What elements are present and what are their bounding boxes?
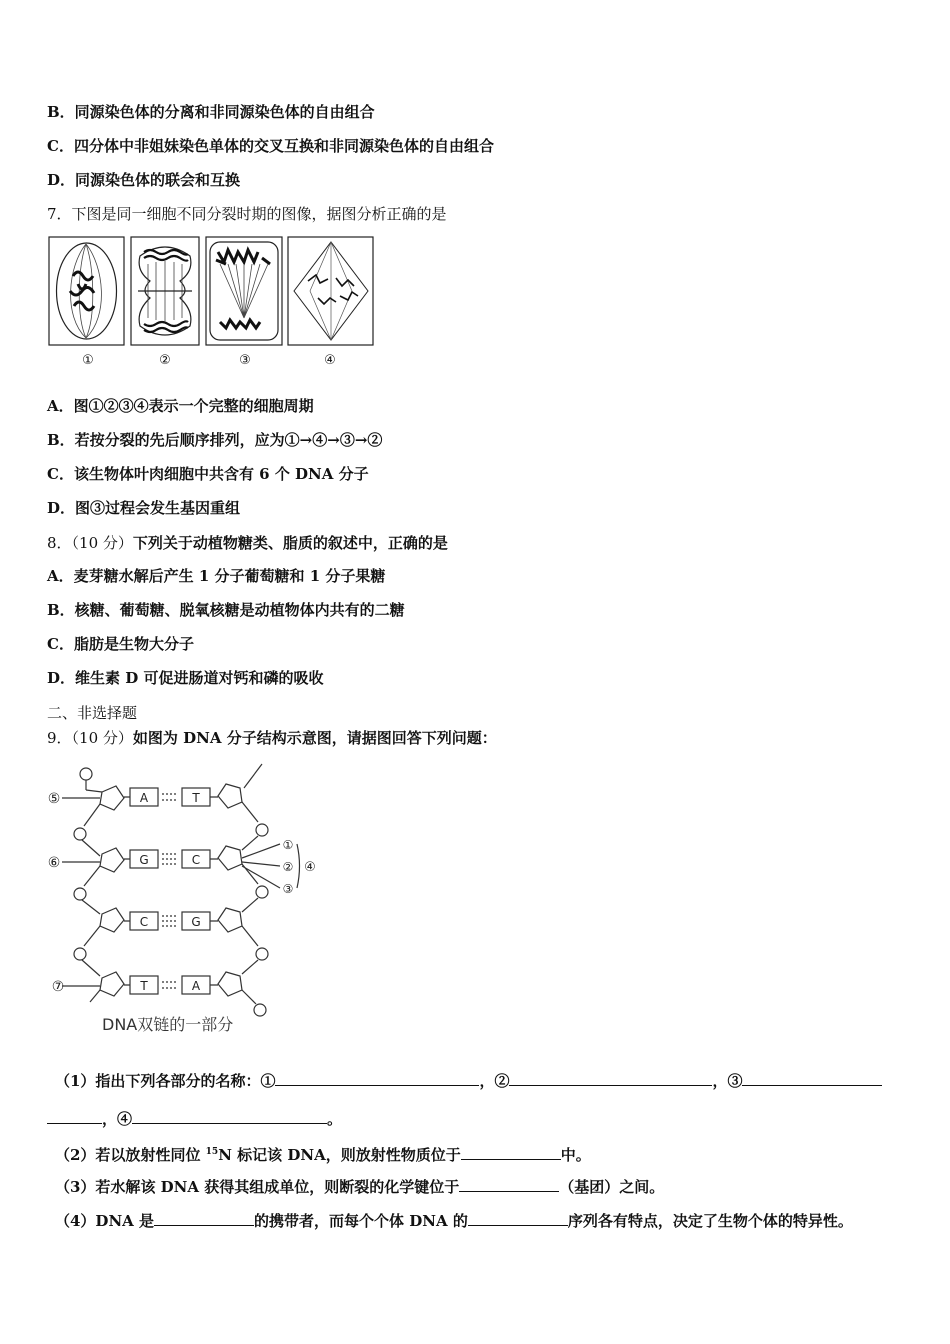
q8-stem: 下列关于动植物糖类、脂质的叙述中，正确的是 [132,534,448,552]
answer-blank-6[interactable] [459,1176,559,1192]
dna-marker-5: ⑤ [47,791,61,807]
base-pair-1-left: A [139,791,149,805]
answer-blank-7[interactable] [154,1210,254,1226]
q8-option-b: B．核糖、葡萄糖、脱氧核糖是动植物体内共有的二糖 [47,601,405,619]
q9-sub2 [55,1142,591,1165]
q8-option-d: D．维生素 D 可促进肠道对钙和磷的吸收 [47,669,324,687]
q9-stem: 如图为 DNA 分子结构示意图，请据图回答下列问题： [132,729,497,747]
q8-number: 8． [47,534,72,552]
answer-blank-4[interactable] [132,1108,327,1124]
q9-sub1-end: 。 [327,1110,343,1128]
cell-panel-3 [206,237,282,345]
dna-marker-7: ⑦ [51,979,65,995]
q9-sub3-prompt: （3）若水解该 DNA 获得其组成单位，则断裂的化学键位于 [55,1178,460,1196]
cell-panel-2 [131,237,199,345]
answer-blank-3[interactable] [742,1070,882,1086]
q9-sub4-mid: 的携带者，而每个个体 DNA 的 [254,1212,468,1230]
figure-label-3: ③ [239,353,251,368]
q9-sub1-line1 [55,1070,882,1091]
base-pair-4-left: T [140,979,148,993]
base-pair-3-left: C [139,915,149,929]
q7-option-d: D．图③过程会发生基因重组 [47,499,241,517]
q9-number: 9． [47,729,72,747]
q9-points: （10 分） [71,729,133,747]
q8-stem-line [47,533,448,553]
base-pair-3-right: G [191,915,201,929]
q9-sub2-prompt: （2）若以放射性同位 [55,1146,206,1164]
figure-label-4: ④ [324,353,336,368]
q8-option-a: A．麦芽糖水解后产生 1 分子葡萄糖和 1 分子果糖 [47,567,386,585]
q9-sub1-line2 [47,1108,342,1129]
base-pair-2-right: C [191,853,201,867]
q8-option-c: C．脂肪是生物大分子 [47,635,194,653]
dna-marker-4: ④ [304,860,316,875]
q9-stem-line [47,728,497,748]
base-pair-2-left: G [139,853,149,867]
dna-marker-3: ③ [282,882,294,896]
cell-panel-1 [49,237,124,345]
q9-sub4-prompt: （4）DNA 是 [55,1212,155,1230]
q9-sub1-sep3: ，③ [712,1072,743,1090]
q6-option-c: C．四分体中非姐妹染色单体的交叉互换和非同源染色体的自由组合 [47,137,494,155]
answer-blank-1[interactable] [275,1070,479,1086]
q9-sub4-end: 序列各有特点，决定了生物个体的特异性。 [567,1212,853,1230]
figure-label-1: ① [82,353,94,368]
section-heading: 二、非选择题 [47,704,138,722]
answer-blank-8[interactable] [468,1210,568,1226]
q6-option-d: D．同源染色体的联会和互换 [47,171,241,189]
q7-cell-division-figure [48,236,378,370]
answer-blank-5[interactable] [461,1144,561,1160]
q9-sub1-sep4: ，④ [102,1110,133,1128]
q7-option-a: A．图①②③④表示一个完整的细胞周期 [47,397,314,415]
base-pair-1-right: T [192,791,200,805]
q7-stem: 7．下图是同一细胞不同分裂时期的图像，据图分析正确的是 [47,205,447,223]
figure-label-2: ② [159,353,171,368]
q8-points: （10 分） [71,534,133,552]
q9-sub2-prompt-cont: N 标记该 DNA，则放射性物质位于 [218,1146,461,1164]
q9-sub1-sep2: ，② [479,1072,510,1090]
q7-option-b: B．若按分裂的先后顺序排列，应为①→④→③→② [47,431,383,449]
q9-sub3-end: （基团）之间。 [559,1178,665,1196]
dna-marker-1: ① [282,838,294,852]
cell-panel-4 [288,237,373,345]
q9-sub2-end: 中。 [560,1146,591,1164]
base-pair-4-right: A [191,979,201,993]
answer-blank-2[interactable] [509,1070,712,1086]
answer-blank-3-cont[interactable] [47,1108,102,1124]
q7-option-c: C．该生物体叶肉细胞中共含有 6 个 DNA 分子 [47,465,369,483]
q9-sub2-superscript: 15 [205,1147,219,1157]
q9-sub1-prompt: （1）指出下列各部分的名称：① [55,1072,276,1090]
dna-marker-2: ② [282,860,294,874]
dna-figure-caption: DNA双链的一部分 [102,1015,234,1034]
q9-sub3 [55,1176,664,1197]
q9-sub4 [55,1210,853,1231]
dna-marker-6: ⑥ [47,855,61,871]
q6-option-b: B．同源染色体的分离和非同源染色体的自由组合 [47,103,375,121]
dna-structure-figure [44,762,324,1042]
